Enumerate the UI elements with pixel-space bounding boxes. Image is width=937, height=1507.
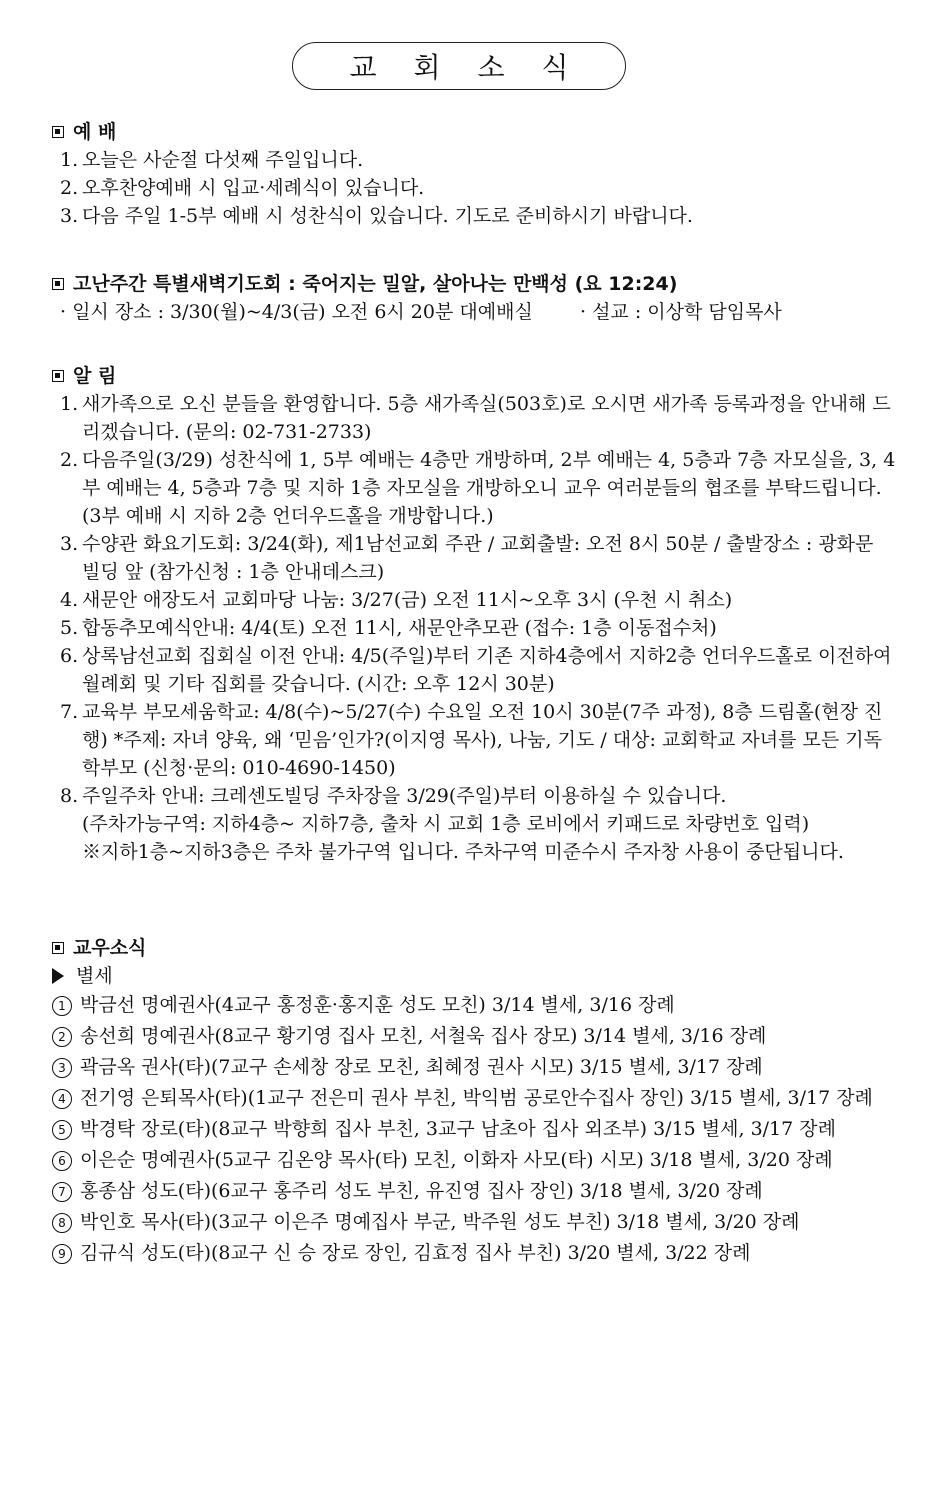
list-item: 3 곽금옥 권사(타)(7교구 손세창 장로 모친, 최혜정 권사 시모) 3/15 별세, 3/17 장례 xyxy=(52,1052,897,1083)
worship-section xyxy=(52,118,897,230)
list-item: 7 홍종삼 성도(타)(6교구 홍주리 성도 부친, 유진영 집사 장인) 3/18 별세, 3/20 장례 xyxy=(52,1176,897,1207)
square-bullet-icon xyxy=(52,942,64,954)
circled-number-icon: 3 xyxy=(52,1058,72,1078)
circled-number-icon: 4 xyxy=(52,1089,72,1109)
circled-number-icon: 5 xyxy=(52,1120,72,1140)
list-item: 4. 새문안 애장도서 교회마당 나눔: 3/27(금) 오전 11시~오후 3시 (우천 시 취소) xyxy=(60,589,733,611)
list-item: 2. 다음주일(3/29) 성찬식에 1, 5부 예배는 4층만 개방하며, 2부 예배는 4, 5층과 7층 자모실을, 3, 4부 예배는 4, 5층과 7층 및 지하 1층 자모실을 개방하오니 교우 여러분들의 협조를 부탁드립니다. (3부 예배 시 지하 2층 언더우드홀을 개방합니다.) xyxy=(60,449,896,527)
members-section xyxy=(52,934,897,1269)
obituary-subheading-text: 별세 xyxy=(76,965,113,987)
square-bullet-icon xyxy=(52,370,64,382)
prayer-heading-text: 고난주간 특별새벽기도회 : 죽어지는 밀알, 살아나는 만백성 (요 12:24) xyxy=(73,273,678,295)
list-item: 3. 다음 주일 1-5부 예배 시 성찬식이 있습니다. 기도로 준비하시기 바랍니다. xyxy=(60,205,693,227)
list-item: 6 이은순 명예권사(5교구 김온양 목사(타) 모친, 이화자 사모(타) 시모) 3/18 별세, 3/20 장례 xyxy=(52,1145,897,1176)
circled-number-icon: 6 xyxy=(52,1151,72,1171)
list-item: 8 박인호 목사(타)(3교구 이은주 명예집사 부군, 박주원 성도 부친) 3/18 별세, 3/20 장례 xyxy=(52,1207,897,1238)
list-item: 7. 교육부 부모세움학교: 4/8(수)~5/27(수) 수요일 오전 10시 30분(7주 과정), 8층 드림홀(현장 진행) *주제: 자녀 양육, 왜 ‘믿음’인가?(이지영 목사), 나눔, 기도 / 대상: 교회학교 자녀를 모든 기독학부모 (신청·문의: 010-4690-1450) xyxy=(60,701,883,779)
circled-number-icon: 1 xyxy=(52,996,72,1016)
circled-number-icon: 8 xyxy=(52,1213,72,1233)
list-item: 8. 주일주차 안내: 크레센도빌딩 주차장을 3/29(주일)부터 이용하실 수 있습니다. xyxy=(60,785,727,807)
notices-section xyxy=(52,362,897,866)
circled-number-icon: 2 xyxy=(52,1027,72,1047)
members-heading-text: 교우소식 xyxy=(73,937,147,959)
worship-heading-text: 예 배 xyxy=(73,121,117,143)
obituary-list xyxy=(52,990,897,1269)
square-bullet-icon xyxy=(52,278,64,290)
list-item: 2. 오후찬양예배 시 입교·세례식이 있습니다. xyxy=(60,177,425,199)
list-item: 1. 새가족으로 오신 분들을 환영합니다. 5층 새가족실(503호)로 오시면 새가족 등록과정을 안내해 드리겠습니다. (문의: 02-731-2733) xyxy=(60,393,891,443)
page-title: 교 회 소 식 xyxy=(349,51,583,84)
prayer-section xyxy=(52,270,897,326)
list-item: 1 박금선 명예권사(4교구 홍정훈·홍지훈 성도 모친) 3/14 별세, 3/16 장례 xyxy=(52,990,897,1021)
prayer-schedule: · 일시 장소 : 3/30(월)~4/3(금) 오전 6시 20분 대예배실 xyxy=(60,301,533,323)
list-item: 6. 상록남선교회 집회실 이전 안내: 4/5(주일)부터 기존 지하4층에서 지하2층 언더우드홀로 이전하여 월례회 및 기타 집회를 갖습니다. (시간: 오후 12시 30분) xyxy=(60,645,892,695)
obituary-subheading xyxy=(52,962,897,990)
list-item: 3. 수양관 화요기도회: 3/24(화), 제1남선교회 주관 / 교회출발: 오전 8시 50분 / 출발장소 : 광화문 빌딩 앞 (참가신청 : 1층 안내데스크) xyxy=(60,533,874,583)
worship-heading xyxy=(52,118,897,146)
worship-list xyxy=(52,146,897,230)
parking-warning: ※지하1층~지하3층은 주차 불가구역 입니다. 주차구역 미준수시 주자창 사용이 중단됩니다. xyxy=(82,841,844,863)
list-item: 9 김규식 성도(타)(8교구 신 승 장로 장인, 김효정 집사 부친) 3/20 별세, 3/22 장례 xyxy=(52,1238,897,1269)
prayer-schedule-row xyxy=(52,298,897,326)
notices-heading-text: 알 림 xyxy=(73,365,117,387)
members-heading xyxy=(52,934,897,962)
parking-note: (주차가능구역: 지하4층~ 지하7층, 출차 시 교회 1층 로비에서 키패드로 차량번호 입력) xyxy=(82,813,810,835)
page-title-box xyxy=(292,42,626,90)
list-item: 4 전기영 은퇴목사(타)(1교구 전은미 권사 부친, 박익범 공로안수집사 장인) 3/15 별세, 3/17 장례 xyxy=(52,1083,897,1114)
list-item: 5 박경탁 장로(타)(8교구 박향희 집사 부친, 3교구 남초아 집사 외조부) 3/15 별세, 3/17 장례 xyxy=(52,1114,897,1145)
triangle-bullet-icon xyxy=(52,968,64,984)
prayer-preacher: · 설교 : 이상학 담임목사 xyxy=(580,301,782,323)
circled-number-icon: 7 xyxy=(52,1182,72,1202)
list-item: 2 송선희 명예권사(8교구 황기영 집사 모친, 서철욱 집사 장모) 3/14 별세, 3/16 장례 xyxy=(52,1021,897,1052)
prayer-heading xyxy=(52,270,897,298)
notices-list xyxy=(52,390,897,866)
list-item: 1. 오늘은 사순절 다섯째 주일입니다. xyxy=(60,149,364,171)
square-bullet-icon xyxy=(52,126,64,138)
notices-heading xyxy=(52,362,897,390)
circled-number-icon: 9 xyxy=(52,1244,72,1264)
list-item: 5. 합동추모예식안내: 4/4(토) 오전 11시, 새문안추모관 (접수: 1층 이동접수처) xyxy=(60,617,717,639)
